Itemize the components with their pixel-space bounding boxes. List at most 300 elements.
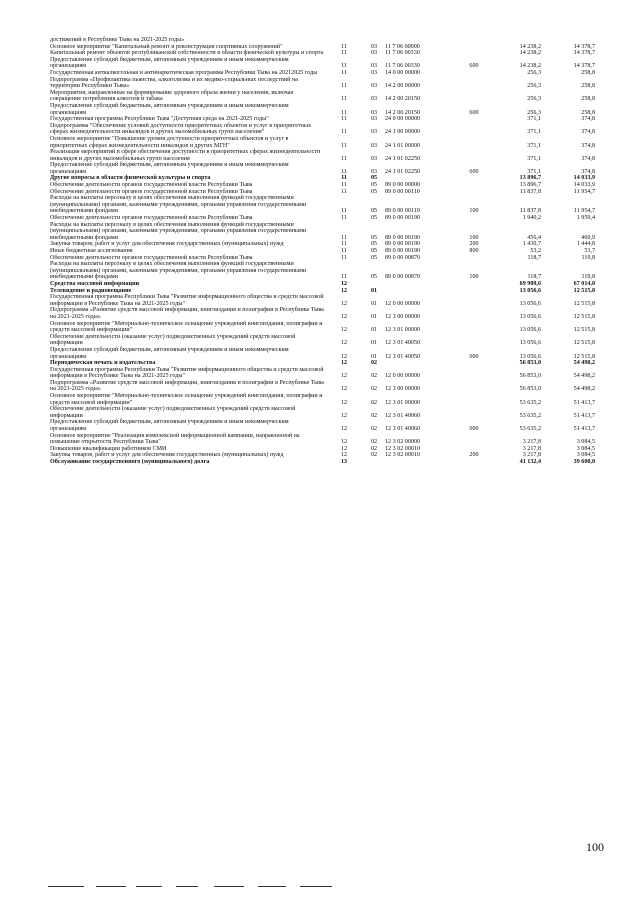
row-target-article: 12 3 00 00000: [385, 313, 421, 320]
row-amount-year-2: 53,7: [584, 248, 595, 254]
row-section-code: 12: [340, 327, 348, 334]
row-amount-year-1: 371,1: [527, 155, 541, 162]
row-amount-year-1: 3 217,8: [522, 445, 541, 452]
row-name: Телевидение и радиовещание: [50, 287, 132, 294]
footer-rule: [258, 886, 286, 887]
row-subsection-code: 02: [370, 386, 378, 393]
table-row: [50, 419, 595, 432]
row-section-code: 12: [340, 439, 348, 446]
row-amount-year-1: 69 909,6: [519, 280, 541, 287]
row-amount-year-2: 14 033,9: [573, 182, 595, 189]
row-subsection-code: 01: [370, 287, 378, 294]
row-expense-type: [459, 70, 489, 77]
table-row: [50, 241, 595, 248]
row-amount-year-2: 374,8: [581, 155, 595, 162]
row-target-article: 24 1 01 02250: [385, 168, 421, 175]
row-expense-type: [459, 37, 489, 44]
row-amount-year-2: 3 084,5: [576, 439, 595, 446]
table-row: [50, 70, 595, 77]
row-amount-year-1: [489, 37, 541, 44]
table-row: [50, 215, 595, 222]
row-section-code: 12: [340, 287, 348, 294]
row-name: Подпрограмма «Развитие средств массовой информации, книгоиздания и полиграфии в Республике Тыва на 2021-2025 годы»: [50, 379, 324, 393]
row-expense-type: [459, 182, 489, 189]
row-subsection-code: 02: [370, 452, 378, 459]
row-amount-year-1: 53,2: [530, 248, 541, 254]
row-amount-year-1: 256,3: [527, 83, 541, 90]
table-row: [50, 116, 595, 123]
row-expense-type: 100: [469, 274, 479, 281]
row-target-article: 89 0 00 00190: [385, 215, 421, 222]
row-subsection-code: 01: [370, 300, 378, 307]
row-target-article: 12 3 00 00000: [385, 386, 421, 393]
row-subsection-code: 05: [370, 182, 378, 189]
row-target-article: 12 3 01 00000: [385, 327, 421, 334]
row-amount-year-1: 53 635,2: [519, 399, 541, 406]
row-name: Периодическая печать и издательства: [50, 360, 156, 367]
row-amount-year-2: 258,8: [581, 96, 595, 103]
row-expense-type: [459, 50, 489, 57]
row-name: Расходы на выплаты персоналу в целях обеспечения выполнения функций государственными (муниципальными) органами, казенными учреждениями, органами управления государственными внебюджетными фондами: [50, 261, 307, 281]
row-expense-type: [459, 446, 489, 453]
table-row: [50, 406, 595, 419]
table-row: [50, 77, 595, 90]
row-subsection-code: [363, 37, 385, 44]
row-name: Расходы на выплаты персоналу в целях обеспечения выполнения функций государственными (муниципальными) органами, казенными учреждениями, органами управления государственными внебюджетными фондами: [50, 195, 307, 215]
row-amount-year-1: 13 056,6: [519, 287, 541, 294]
row-section-code: 11: [341, 175, 347, 182]
row-name: Средства массовой информации: [50, 280, 140, 287]
row-name: Обслуживание государственного (муниципального) долга: [50, 459, 210, 465]
table-row: [50, 195, 595, 215]
row-section-code: 11: [341, 96, 347, 103]
row-expense-type: [459, 380, 489, 393]
row-section-code: 12: [340, 280, 348, 287]
row-name: Предоставление субсидий бюджетным, автономным учреждениям и иным некоммерческим организациям: [50, 346, 289, 360]
row-amount-year-1: 1 940,2: [522, 215, 541, 222]
footer-rule: [300, 886, 332, 887]
row-subsection-code: 01: [370, 353, 378, 360]
row-section-code: 11: [341, 234, 347, 241]
row-subsection-code: 03: [370, 50, 378, 57]
row-amount-year-1: 13 056,6: [519, 327, 541, 334]
row-section-code: 11: [341, 188, 347, 195]
row-section-code: 11: [341, 69, 347, 76]
table-row: [50, 281, 595, 288]
budget-table-body: [50, 37, 595, 466]
row-name: Обеспечение деятельности (оказание услуг) подведомственных учреждений средств массовой информации: [50, 406, 296, 419]
row-amount-year-2: 258,8: [581, 69, 595, 76]
row-amount-year-1: 13 896,7: [519, 175, 541, 182]
row-amount-year-1: 371,1: [527, 142, 541, 149]
footer-rule: [176, 886, 198, 887]
row-amount-year-1: 14 238,2: [519, 43, 541, 50]
row-section-code: 11: [341, 50, 347, 57]
row-name: Расходы на выплаты персоналу в целях обеспечения выполнения функций государственными (муниципальными) органами, казенными учреждениями, органами управления государственными внебюджетными фондами: [50, 221, 307, 241]
row-subsection-code: 02: [370, 373, 378, 380]
row-name: Предоставление субсидий бюджетным, автономным учреждениям и иным некоммерческим организациям: [50, 56, 289, 70]
row-section-code: 13: [340, 459, 348, 465]
table-row: [50, 261, 595, 281]
row-expense-type: [459, 116, 489, 123]
row-amount-year-2: 51 413,7: [573, 412, 595, 419]
row-section-code: 12: [340, 360, 348, 367]
row-target-article: 12 0 00 00000: [385, 300, 421, 307]
row-expense-type: [459, 393, 489, 406]
row-section-code: 12: [340, 426, 348, 433]
row-section-code: 11: [341, 248, 347, 254]
row-amount-year-1: 118,7: [527, 254, 541, 261]
row-name: Предоставление субсидий бюджетным, автономным учреждениям и иным некоммерческим организациям: [50, 419, 289, 433]
row-expense-type: 600: [469, 353, 479, 360]
row-subsection-code: 02: [370, 439, 378, 446]
row-expense-type: [459, 288, 489, 295]
row-section-code: 11: [341, 142, 347, 149]
row-name: Основное мероприятие "Материально-техническое оснащение учреждений книгоиздания, полиграфии и средств массовой информации": [50, 320, 323, 334]
row-target-article: 12 3 02 00000: [385, 439, 421, 446]
row-expense-type: [459, 215, 489, 222]
row-expense-type: [459, 433, 489, 446]
row-subsection-code: 03: [370, 69, 378, 76]
table-row: [50, 162, 595, 175]
row-amount-year-2: 51 413,7: [573, 426, 595, 433]
row-expense-type: 200: [469, 452, 479, 459]
row-name: достижений в Республике Тыва на 2021-2025 годы»: [50, 37, 185, 43]
row-subsection-code: 03: [370, 63, 378, 70]
row-target-article: [385, 459, 459, 466]
row-amount-year-1: 13 056,6: [519, 353, 541, 360]
row-expense-type: 600: [469, 426, 479, 433]
row-subsection-code: 03: [370, 168, 378, 175]
row-amount-year-2: 12 515,8: [573, 353, 595, 360]
row-name: Подпрограмма «Профилактика пьянства, алкоголизма и их медико-социальных последствий на территории Республики Тыва»: [50, 76, 298, 90]
row-name: Основное мероприятие "Капитальный ремонт и реконструкция спортивных сооружений": [50, 43, 283, 50]
row-amount-year-1: 256,3: [527, 69, 541, 76]
row-section-code: 12: [340, 452, 348, 459]
row-expense-type: [459, 406, 489, 419]
row-section-code: 11: [341, 116, 347, 123]
row-amount-year-2: 374,8: [581, 168, 595, 175]
row-amount-year-2: 51 413,7: [573, 399, 595, 406]
row-target-article: 89 0 00 00190: [385, 241, 421, 248]
row-amount-year-2: 39 608,0: [573, 459, 595, 465]
row-subsection-code: 02: [370, 445, 378, 452]
row-amount-year-1: 118,7: [527, 274, 541, 281]
row-amount-year-1: 371,1: [527, 168, 541, 175]
row-amount-year-2: 258,8: [581, 109, 595, 116]
table-row: [50, 347, 595, 360]
row-amount-year-1: 13 056,6: [519, 300, 541, 307]
footer-rule: [48, 886, 84, 887]
row-name: Основное мероприятие "Материально-техническое оснащение учреждений книгоиздания, полиграфии и средств массовой информации": [50, 393, 323, 406]
table-row: [50, 307, 595, 320]
row-amount-year-1: 41 132,4: [519, 459, 541, 465]
row-expense-type: [459, 149, 489, 162]
row-expense-type: [459, 175, 489, 182]
row-section-code: 11: [341, 254, 347, 261]
footer-rule: [136, 886, 162, 887]
row-section-code: 11: [341, 155, 347, 162]
row-section-code: 12: [340, 300, 348, 307]
row-amount-year-1: 53 635,2: [519, 426, 541, 433]
footer-rule: [214, 886, 244, 887]
row-amount-year-1: 56 853,0: [519, 360, 541, 367]
row-section-code: 11: [341, 129, 347, 136]
row-target-article: [385, 360, 459, 367]
row-section-code: 11: [341, 208, 347, 215]
row-amount-year-1: 3 217,8: [522, 439, 541, 446]
table-row: [50, 222, 595, 242]
row-name: Закупка товаров, работ и услуг для обеспечения государственных (муниципальных) нужд: [50, 241, 284, 248]
row-amount-year-1: 256,3: [527, 96, 541, 103]
row-section-code: 12: [340, 353, 348, 360]
row-amount-year-1: 371,1: [527, 116, 541, 123]
row-name: Предоставление субсидий бюджетным, автономным учреждениям и иным некоммерческим организациям: [50, 102, 289, 116]
row-amount-year-2: 12 515,8: [573, 340, 595, 347]
row-subsection-code: 03: [370, 155, 378, 162]
row-target-article: 24 1 01 00000: [385, 142, 421, 149]
table-row: [50, 90, 595, 103]
row-target-article: 14 2 00 20150: [385, 109, 421, 116]
row-expense-type: [459, 321, 489, 334]
row-amount-year-2: 1 444,8: [576, 241, 595, 248]
table-row: [50, 334, 595, 347]
row-subsection-code: 03: [370, 142, 378, 149]
table-row: [50, 248, 595, 255]
row-amount-year-2: 11 954,7: [573, 208, 595, 215]
row-expense-type: [459, 334, 489, 347]
row-name: Мероприятия, направленные на формирование здорового образа жизни у населения, включая сокращение потребления алкоголя и табака: [50, 89, 294, 103]
row-section-code: 11: [341, 83, 347, 90]
footer-rule: [96, 886, 126, 887]
row-expense-type: 100: [469, 234, 479, 241]
row-target-article: 12 3 02 00010: [385, 452, 421, 459]
row-amount-year-2: 12 515,8: [573, 327, 595, 334]
row-name: Повышение квалификации работников СМИ: [50, 445, 167, 452]
row-amount-year-2: 12 515,8: [573, 300, 595, 307]
row-expense-type: [459, 281, 489, 288]
row-amount-year-2: 119,8: [581, 254, 595, 261]
row-subsection-code: 05: [370, 188, 378, 195]
table-row: [50, 57, 595, 70]
row-expense-type: [459, 360, 489, 367]
row-section-code: 11: [341, 43, 347, 50]
table-row: [50, 433, 595, 446]
row-expense-type: [459, 367, 489, 380]
row-name: Реализация мероприятий в сфере обеспечения доступности в приоритетных сферах жизнедеятельности инвалидов и других маломобильных групп населения: [50, 149, 321, 162]
row-subsection-code: 05: [370, 175, 378, 182]
row-name: Обеспечение деятельности органов государственной власти Республики Тыва: [50, 188, 253, 195]
row-section-code: 11: [341, 63, 347, 70]
row-name: Предоставление субсидий бюджетным, автономным учреждениям и иным некоммерческим организациям: [50, 162, 289, 175]
row-name: Государственная программа Республики Тыва "Развитие информационного общества и средств массовой информации в Республике Тыва на 2021-2025 годы": [50, 366, 324, 380]
row-section-code: [325, 37, 363, 44]
row-section-code: 12: [340, 399, 348, 406]
row-amount-year-2: 3 084,5: [576, 445, 595, 452]
row-amount-year-1: 14 238,2: [519, 63, 541, 70]
row-section-code: 11: [341, 241, 347, 248]
table-row: [50, 459, 595, 466]
row-amount-year-2: [541, 37, 595, 44]
row-target-article: 12 3 02 00010: [385, 445, 421, 452]
row-amount-year-1: 3 217,8: [522, 452, 541, 459]
row-section-code: 12: [340, 373, 348, 380]
row-amount-year-2: 67 014,0: [573, 280, 595, 287]
row-expense-type: [459, 77, 489, 90]
row-section-code: 11: [341, 274, 347, 281]
row-target-article: 11 7 06 00000: [385, 43, 420, 50]
row-amount-year-2: 54 498,2: [573, 386, 595, 393]
table-row: [50, 380, 595, 393]
row-name: Обеспечение деятельности органов государственной власти Республики Тыва: [50, 254, 253, 261]
table-row: [50, 50, 595, 57]
row-amount-year-1: 13 056,6: [519, 340, 541, 347]
row-target-article: 11 7 06 00330: [385, 63, 420, 70]
row-subsection-code: 01: [370, 313, 378, 320]
row-subsection-code: 02: [370, 412, 378, 419]
row-subsection-code: 05: [370, 208, 378, 215]
row-amount-year-2: 14 033,9: [573, 175, 595, 182]
row-subsection-code: 05: [370, 241, 378, 248]
row-section-code: 11: [341, 182, 347, 189]
row-amount-year-1: 13 056,6: [519, 313, 541, 320]
row-amount-year-1: 256,3: [527, 109, 541, 116]
row-amount-year-1: 1 430,7: [522, 241, 541, 248]
row-name: Другие вопросы в области физической культуры и спорта: [50, 175, 211, 182]
row-subsection-code: 03: [370, 96, 378, 103]
row-section-code: 11: [341, 109, 347, 116]
budget-table: [50, 37, 595, 466]
row-target-article: 12 3 01 40060: [385, 412, 421, 419]
table-row: [50, 149, 595, 162]
table-row: [50, 123, 595, 136]
row-subsection-code: 05: [370, 254, 378, 261]
table-row: [50, 182, 595, 189]
table-row: [50, 136, 595, 149]
row-amount-year-1: 371,1: [527, 129, 541, 136]
row-expense-type: 600: [469, 168, 479, 175]
row-name: Иные бюджетные ассигнования: [50, 248, 133, 254]
row-subsection-code: 05: [370, 234, 378, 241]
row-target-article: 89 0 00 00110: [385, 208, 420, 215]
row-subsection-code: 05: [370, 274, 378, 281]
row-amount-year-1: 14 238,2: [519, 50, 541, 57]
row-subsection-code: 01: [370, 327, 378, 334]
row-name: Обеспечение деятельности органов государственной власти Республики Тыва: [50, 215, 253, 222]
row-amount-year-1: 11 837,8: [519, 208, 541, 215]
row-section-code: 11: [341, 168, 347, 175]
row-subsection-code: 02: [370, 360, 378, 367]
row-section-code: 12: [340, 445, 348, 452]
row-name: Подпрограмма "Обеспечение условий доступности приоритетных объектов и услуг в приоритетных сферах жизнедеятельности инвалидов и других маломобильных групп населения": [50, 122, 311, 136]
row-amount-year-2: 3 084,5: [576, 452, 595, 459]
row-amount-year-2: 54 498,2: [573, 373, 595, 380]
row-amount-year-2: 119,8: [581, 274, 595, 281]
row-subsection-code: 02: [370, 426, 378, 433]
row-name: Обеспечение деятельности органов государственной власти Республики Тыва: [50, 182, 253, 189]
row-amount-year-2: 374,8: [581, 129, 595, 136]
row-target-article: 24 1 01 02250: [385, 155, 421, 162]
row-section-code: 12: [340, 313, 348, 320]
row-section-code: 12: [340, 340, 348, 347]
row-target-article: 12 3 01 40060: [385, 426, 421, 433]
row-expense-type: [459, 255, 489, 262]
row-subsection-code: 03: [370, 129, 378, 136]
row-target-article: 24 0 00 00000: [385, 116, 421, 123]
row-target-article: 89 0 00 00190: [385, 248, 421, 254]
row-target-article: 12 0 00 00000: [385, 373, 421, 380]
row-target-article: 89 0 00 00870: [385, 254, 421, 261]
table-row: [50, 452, 595, 459]
row-target-article: [385, 175, 459, 182]
row-subsection-code: 05: [370, 248, 378, 254]
row-amount-year-2: 11 954,7: [573, 188, 595, 195]
row-amount-year-1: 56 853,0: [519, 373, 541, 380]
row-expense-type: [459, 44, 489, 51]
row-target-article: 14 2 00 00000: [385, 83, 421, 90]
row-section-code: 12: [340, 386, 348, 393]
row-target-article: 89 0 00 00110: [385, 188, 420, 195]
row-name: Закупка товаров, работ и услуг для обеспечения государственных (муниципальных) нужд: [50, 452, 284, 459]
row-target-article: 11 7 06 00330: [385, 50, 420, 57]
row-target-article: 12 3 01 00000: [385, 399, 421, 406]
row-amount-year-2: 14 378,7: [573, 43, 595, 50]
table-row: [50, 393, 595, 406]
table-row: [50, 103, 595, 116]
row-subsection-code: 02: [370, 399, 378, 406]
table-row: [50, 294, 595, 307]
row-subsection-code: 03: [370, 109, 378, 116]
row-target-article: [385, 288, 459, 295]
row-target-article: 12 3 01 40050: [385, 340, 421, 347]
table-row: [50, 367, 595, 380]
row-expense-type: [459, 459, 489, 466]
row-amount-year-2: 12 515,8: [573, 287, 595, 294]
row-target-article: [385, 37, 459, 44]
row-subsection-code: [363, 281, 385, 288]
row-target-article: 14 2 00 20150: [385, 96, 421, 103]
row-amount-year-2: 258,8: [581, 83, 595, 90]
row-amount-year-1: 13 896,7: [519, 182, 541, 189]
row-subsection-code: 03: [370, 83, 378, 90]
row-name: Государственная антиалкогольная и антинаркотическая программа Республики Тыва на 20212025 годы: [50, 69, 318, 76]
row-subsection-code: [363, 459, 385, 466]
row-subsection-code: 01: [370, 340, 378, 347]
row-name: Обеспечение деятельности (оказание услуг) подведомственных учреждений средств массовой информации: [50, 333, 296, 347]
row-name: Основное мероприятие "Реализация комплексной информационной кампании, направленной на повышение открытости Республики Тыва": [50, 432, 300, 446]
row-subsection-code: 05: [370, 215, 378, 222]
row-expense-type: [459, 123, 489, 136]
row-target-article: [385, 281, 459, 288]
page-number: 100: [586, 840, 604, 854]
row-amount-year-2: 460,9: [581, 234, 595, 241]
row-section-code: 11: [341, 215, 347, 222]
row-subsection-code: 03: [370, 116, 378, 123]
row-expense-type: 600: [469, 63, 479, 70]
row-name: Капитальный ремонт объектов республиканской собственности в области физической культуры и спорта: [50, 50, 324, 57]
row-target-article: 89 0 00 00000: [385, 182, 421, 189]
row-expense-type: 600: [469, 109, 479, 116]
row-amount-year-2: 54 498,2: [573, 360, 595, 367]
row-amount-year-1: 56 853,0: [519, 386, 541, 393]
table-row: [50, 360, 595, 367]
row-name: Государственная программа Республики Тыва "Доступная среда на 2021-2025 годы": [50, 116, 269, 123]
row-name: Подпрограмма «Развитие средств массовой информации, книгоиздания и полиграфии в Республике Тыва на 2021-2025 годы»: [50, 307, 324, 320]
row-target-article: 14 0 00 00000: [385, 69, 421, 76]
row-name: Государственная программа Республики Тыва "Развитие информационного общества и средств массовой информации в Республике Тыва на 2021-2025 годы": [50, 294, 324, 307]
row-amount-year-2: 12 515,8: [573, 313, 595, 320]
row-amount-year-2: 374,8: [581, 142, 595, 149]
